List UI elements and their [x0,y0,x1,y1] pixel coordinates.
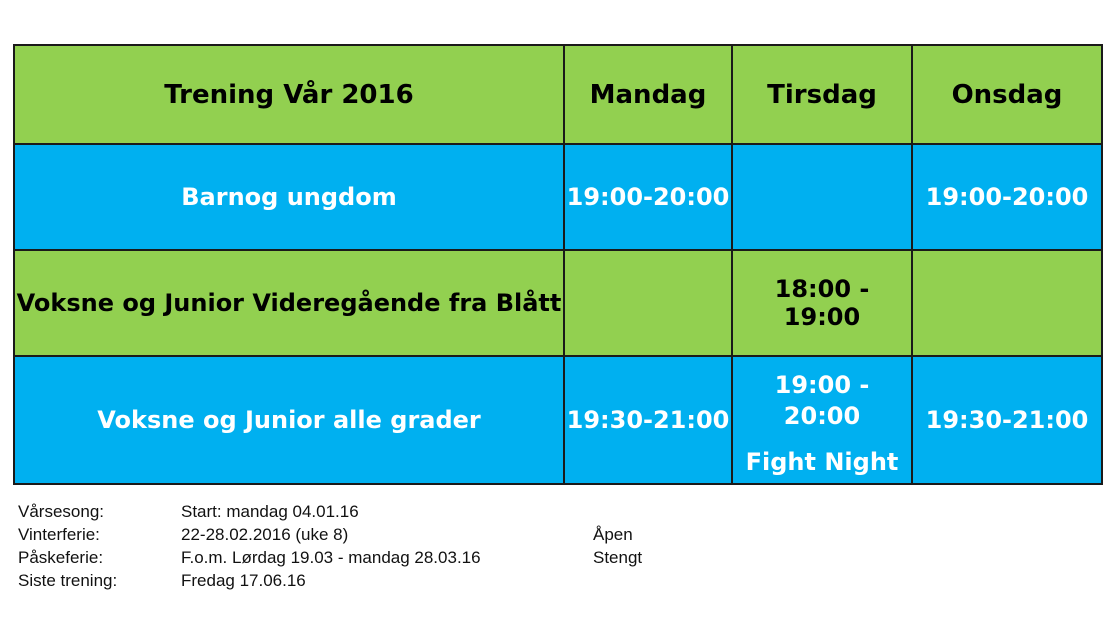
table-row [14,356,1102,484]
time-cell-tirsdag [732,144,912,250]
note-value: 22-28.02.2016 (uke 8) [181,525,349,544]
day-header-onsdag: Onsdag [912,45,1102,144]
time-cell-mandag [564,250,732,356]
note-status: Stengt [593,548,643,567]
event-note: Fight Night [745,447,899,476]
note-value: Fredag 17.06.16 [181,571,306,590]
time-cell-tirsdag [732,356,912,484]
schedule-table [13,44,1103,485]
note-label: Påskeferie: [18,548,104,567]
note-status: Åpen [593,525,633,544]
row-label: Voksne og Junior alle grader [14,356,564,484]
time-value: 19:00 - 20:00 [774,371,870,431]
time-cell-onsdag [912,250,1102,356]
row-label: Barnog ungdom [14,144,564,250]
table-row [14,144,1102,250]
note-row [18,523,718,546]
note-row [18,569,718,592]
time-cell-tirsdag: 18:00 - 19:00 [732,250,912,356]
day-header-tirsdag: Tirsdag [732,45,912,144]
note-row [18,546,718,569]
note-label: Vårsesong: [18,502,104,521]
header-row [14,45,1102,144]
schedule-title: Trening Vår 2016 [14,45,564,144]
note-value: F.o.m. Lørdag 19.03 - mandag 28.03.16 [181,548,481,567]
row-label: Voksne og Junior Videregående fra Blått [14,250,564,356]
time-cell-mandag: 19:30-21:00 [564,356,732,484]
note-row [18,500,718,523]
time-cell-onsdag: 19:30-21:00 [912,356,1102,484]
time-cell-onsdag: 19:00-20:00 [912,144,1102,250]
note-label: Vinterferie: [18,525,100,544]
time-cell-mandag: 19:00-20:00 [564,144,732,250]
note-value: Start: mandag 04.01.16 [181,502,359,521]
schedule-notes [18,500,718,592]
note-label: Siste trening: [18,571,118,590]
table-row [14,250,1102,356]
day-header-mandag: Mandag [564,45,732,144]
